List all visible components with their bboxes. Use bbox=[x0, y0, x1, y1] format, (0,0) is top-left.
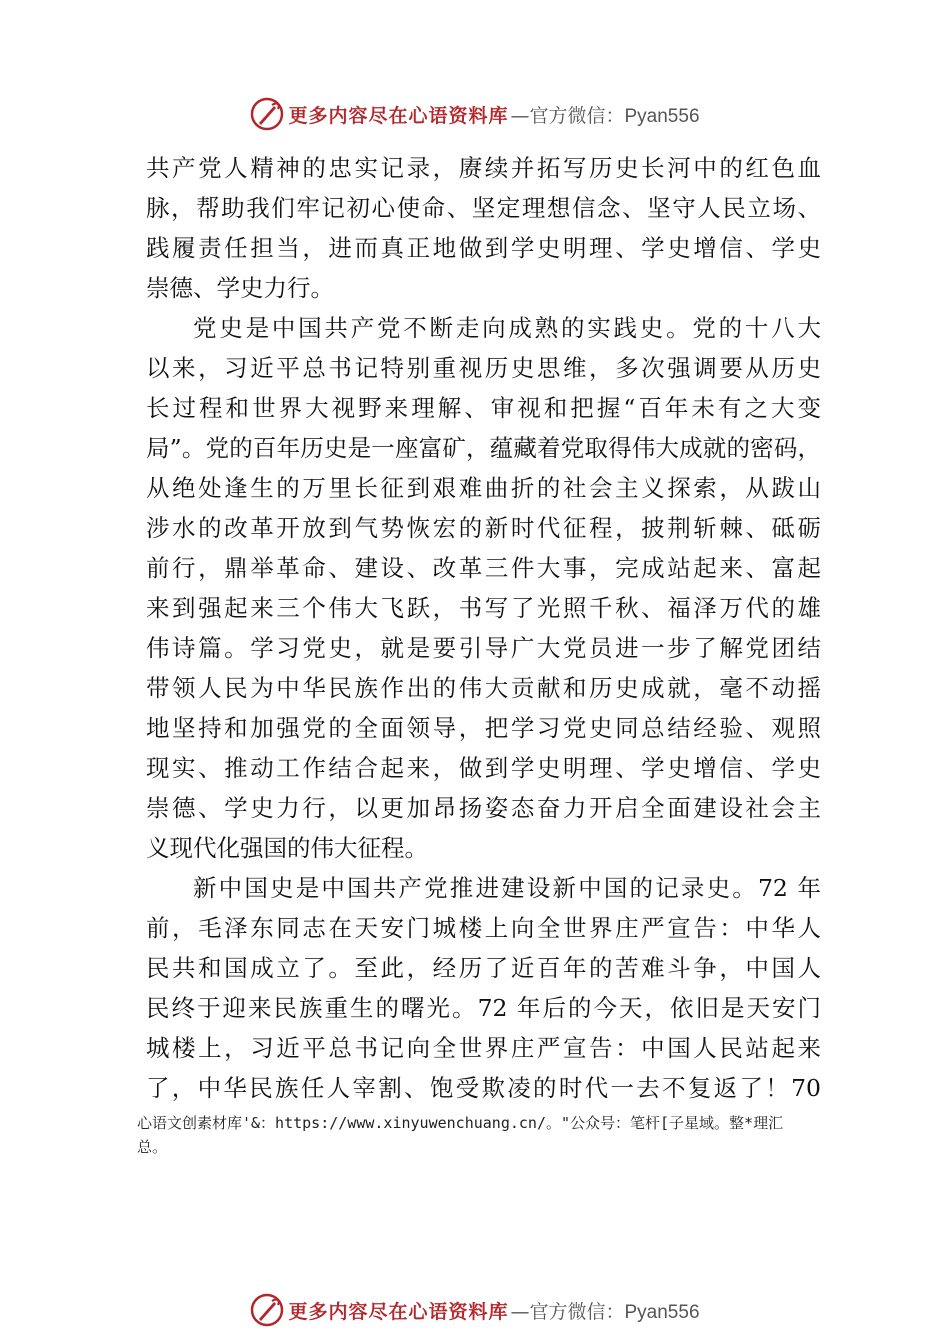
header-official: —官方微信：Pyan556 bbox=[510, 104, 700, 127]
footer-banner bbox=[0, 1290, 950, 1330]
body-line: 地坚持和加强党的全面领导，把学习党史同总结经验、观照 bbox=[146, 714, 821, 742]
body-line: 民终于迎来民族重生的曙光。72 年后的今天，依旧是天安门 bbox=[146, 994, 821, 1022]
header-wechat: Pyan556 bbox=[624, 105, 700, 127]
body-line: 民共和国成立了。至此，经历了近百年的苦难斗争，中国人 bbox=[146, 954, 821, 982]
quill-logo-icon bbox=[250, 97, 284, 131]
body-line: 践履责任担当，进而真正地做到学史明理、学史增信、学史 bbox=[146, 234, 821, 262]
footnote bbox=[137, 1111, 842, 1159]
body-line: 从绝处逢生的万里长征到艰难曲折的社会主义探索，从跋山 bbox=[146, 474, 821, 502]
body-line: 伟诗篇。学习党史，就是要引导广大党员进一步了解党团结 bbox=[146, 634, 821, 662]
body-line: 新中国史是中国共产党推进建设新中国的记录史。72 年 bbox=[193, 874, 821, 902]
body-line: 局”。党的百年历史是一座富矿，蕴藏着党取得伟大成就的密码， bbox=[146, 434, 821, 462]
body-line: 涉水的改革开放到气势恢宏的新时代征程，披荆斩棘、砥砺 bbox=[146, 514, 821, 542]
body-line: 现实、推动工作结合起来，做到学史明理、学史增信、学史 bbox=[146, 754, 821, 782]
footer-brand: 更多内容尽在心语资料库 bbox=[288, 1300, 509, 1323]
body-line: 了，中华民族任人宰割、饱受欺凌的时代一去不复返了！70 bbox=[146, 1074, 821, 1102]
body-line: 义现代化强国的伟大征程。 bbox=[146, 834, 428, 862]
quill-logo-icon bbox=[250, 1293, 284, 1327]
footer-wechat: Pyan556 bbox=[624, 1301, 700, 1323]
body-line: 以来，习近平总书记特别重视历史思维，多次强调要从历史 bbox=[146, 354, 821, 382]
body-line: 来到强起来三个伟大飞跃，书写了光照千秋、福泽万代的雄 bbox=[146, 594, 821, 622]
body-line: 带领人民为中华民族作出的伟大贡献和历史成就，毫不动摇 bbox=[146, 674, 821, 702]
footer-official: —官方微信：Pyan556 bbox=[510, 1300, 700, 1323]
body-line: 崇德、学史力行，以更加昂扬姿态奋力开启全面建设社会主 bbox=[146, 794, 821, 822]
footnote-line-1: 心语文创素材库'&：https://www.xinyuwenchuang.cn/。"公众号：笔杆[子星域。整*理汇 bbox=[137, 1114, 784, 1132]
body-line: 长过程和世界大视野来理解、审视和把握“百年未有之大变 bbox=[146, 394, 821, 422]
footnote-line-2: 总。 bbox=[137, 1138, 168, 1156]
document-body bbox=[146, 148, 821, 1108]
body-line: 党史是中国共产党不断走向成熟的实践史。党的十八大 bbox=[193, 314, 821, 342]
header-brand: 更多内容尽在心语资料库 bbox=[288, 104, 509, 127]
body-line: 崇德、学史力行。 bbox=[146, 274, 334, 302]
body-line: 前，毛泽东同志在天安门城楼上向全世界庄严宣告：中华人 bbox=[146, 914, 821, 942]
header-banner bbox=[0, 94, 950, 134]
body-line: 前行，鼎举革命、建设、改革三件大事，完成站起来、富起 bbox=[146, 554, 821, 582]
body-line: 城楼上，习近平总书记向全世界庄严宣告：中国人民站起来 bbox=[146, 1034, 821, 1062]
body-line: 共产党人精神的忠实记录，赓续并拓写历史长河中的红色血 bbox=[146, 154, 821, 182]
body-line: 脉，帮助我们牢记初心使命、坚定理想信念、坚守人民立场、 bbox=[146, 194, 821, 222]
